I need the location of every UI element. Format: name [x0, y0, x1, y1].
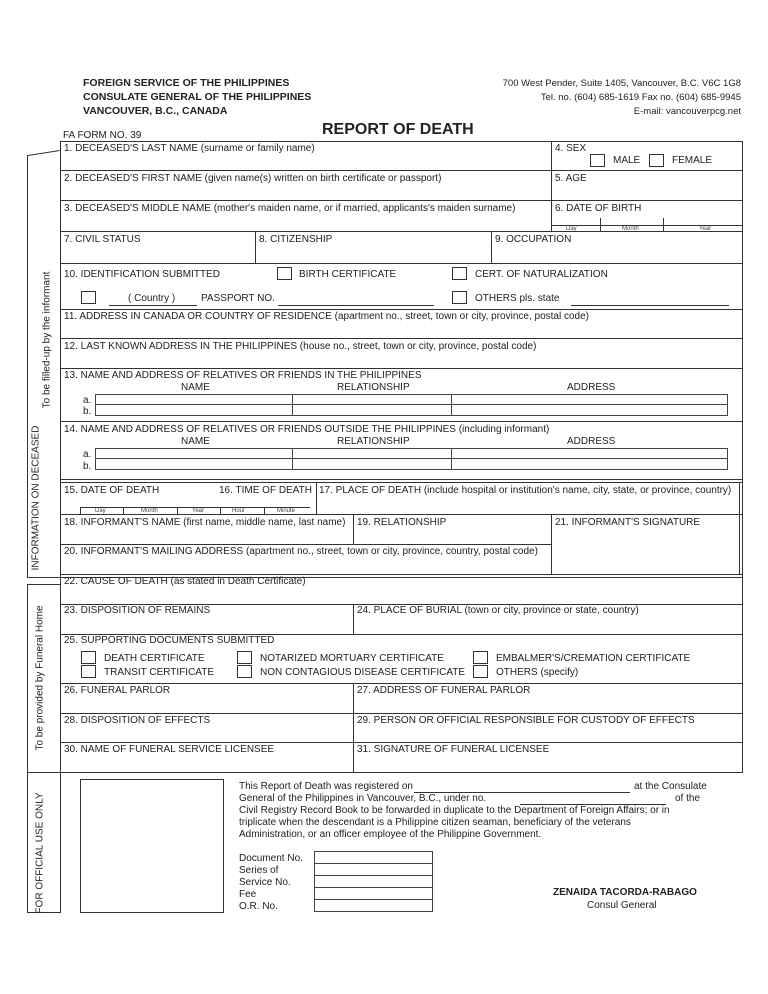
dod-hour-label: Hour: [232, 508, 246, 514]
field-16-label: 16. TIME OF DEATH: [219, 485, 312, 496]
field-28-label: 28. DISPOSITION OF EFFECTS: [64, 715, 211, 726]
embalmer-label: EMBALMER'S/CREMATION CERTIFICATE: [496, 653, 691, 664]
non-contagious-checkbox[interactable]: [237, 665, 252, 678]
others-specify-label: OTHERS (specify): [496, 667, 579, 678]
passport-label: PASSPORT NO.: [201, 293, 275, 304]
dod-day-label: Day: [95, 508, 106, 514]
naturalization-checkbox[interactable]: [452, 267, 467, 280]
dod-month-label: Month: [141, 508, 158, 514]
field-23-label: 23. DISPOSITION OF REMAINS: [64, 605, 211, 616]
field-1-label: 1. DECEASED'S LAST NAME (surname or family name): [64, 143, 315, 154]
embalmer-checkbox[interactable]: [473, 651, 488, 664]
others-checkbox[interactable]: [452, 291, 467, 304]
official-text-1a: This Report of Death was registered on: [239, 781, 413, 792]
f13-col-name: NAME: [181, 382, 210, 393]
f13-address-b[interactable]: [451, 404, 728, 416]
field-12-label: 12. LAST KNOWN ADDRESS IN THE PHILIPPINES (house no., street, town or city, province, postal code): [64, 341, 537, 352]
non-contagious-label: NON CONTAGIOUS DISEASE CERTIFICATE: [260, 667, 466, 678]
male-checkbox[interactable]: [590, 154, 605, 167]
field-9-label: 9. OCCUPATION: [495, 234, 572, 245]
phone-line: Tel. no. (604) 685-1619 Fax no. (604) 685-9945: [540, 92, 741, 103]
field-26-label: 26. FUNERAL PARLOR: [64, 685, 171, 696]
service-no-label: Service No.: [239, 877, 291, 888]
consul-name: ZENAIDA TACORDA-RABAGO: [553, 887, 697, 898]
field-20-label: 20. INFORMANT'S MAILING ADDRESS (apartment no., street, town or city, province, country, postal code): [64, 546, 538, 557]
f14-col-relationship: RELATIONSHIP: [337, 436, 410, 447]
death-certificate-label: DEATH CERTIFICATE: [104, 653, 205, 664]
f14-relationship-b[interactable]: [292, 458, 452, 470]
transit-certificate-checkbox[interactable]: [81, 665, 96, 678]
fee-label: Fee: [239, 889, 257, 900]
consul-title: Consul General: [587, 900, 657, 911]
others-specify-checkbox[interactable]: [473, 665, 488, 678]
field-22-label: 22. CAUSE OF DEATH (as stated in Death Certificate): [64, 576, 306, 587]
series-label: Series of: [239, 865, 279, 876]
naturalization-label: CERT. OF NATURALIZATION: [475, 269, 608, 280]
f14-row-a: a.: [83, 449, 92, 460]
or-no-label: O.R. No.: [239, 901, 278, 912]
field-15-label: 15. DATE OF DEATH: [64, 485, 160, 496]
f14-address-b[interactable]: [451, 458, 728, 470]
dob-month-label: Month: [622, 226, 639, 232]
field-2-label: 2. DECEASED'S FIRST NAME (given name(s) written on birth certificate or passport): [64, 173, 442, 184]
field-8-label: 8. CITIZENSHIP: [259, 234, 333, 245]
official-text-2b: of the: [675, 793, 701, 804]
official-text-4: triplicate when the descendant is a Philippine citizen seaman, beneficiary of the veterans: [239, 817, 631, 828]
official-text-2a: General of the Philippines in Vancouver, B.C., under no.: [239, 793, 487, 804]
notarized-label: NOTARIZED MORTUARY CERTIFICATE: [260, 653, 444, 664]
field-7-label: 7. CIVIL STATUS: [64, 234, 141, 245]
female-checkbox[interactable]: [649, 154, 664, 167]
female-label: FEMALE: [672, 155, 713, 166]
informant-side-label: To be filled-up by the informant: [41, 271, 53, 409]
birth-certificate-checkbox[interactable]: [277, 267, 292, 280]
field-30-label: 30. NAME OF FUNERAL SERVICE LICENSEE: [64, 744, 275, 755]
f13-name-b[interactable]: [95, 404, 293, 416]
f14-col-address: ADDRESS: [567, 436, 616, 447]
header-line-1: FOREIGN SERVICE OF THE PHILIPPINES: [83, 77, 290, 89]
official-text-1b: at the Consulate: [634, 781, 707, 792]
field-4-label: 4. SEX: [555, 143, 587, 154]
photo-box: [80, 779, 224, 913]
f14-col-name: NAME: [181, 436, 210, 447]
field-5-label: 5. AGE: [555, 173, 587, 184]
field-27-label: 27. ADDRESS OF FUNERAL PARLOR: [357, 685, 531, 696]
field-25-label: 25. SUPPORTING DOCUMENTS SUBMITTED: [64, 635, 275, 646]
or-no-input[interactable]: [314, 899, 433, 912]
field-24-label: 24. PLACE OF BURIAL (town or city, province or state, country): [357, 605, 639, 616]
field-11-label: 11. ADDRESS IN CANADA OR COUNTRY OF RESIDENCE (apartment no., street, town or city, province, postal code): [64, 311, 589, 322]
dod-minute-label: Minute: [277, 508, 296, 514]
field-29-label: 29. PERSON OR OFFICIAL RESPONSIBLE FOR CUSTODY OF EFFECTS: [357, 715, 695, 726]
dob-day-label: Day: [566, 226, 577, 232]
others-label: OTHERS pls. state: [475, 293, 560, 304]
f13-col-relationship: RELATIONSHIP: [337, 382, 410, 393]
field-10-label: 10. IDENTIFICATION SUBMITTED: [64, 269, 220, 280]
dod-year-label: Year: [192, 508, 205, 514]
official-side-label: FOR OFFICIAL USE ONLY: [34, 792, 46, 914]
field-6-label: 6. DATE OF BIRTH: [555, 203, 642, 214]
page-title: REPORT OF DEATH: [322, 121, 474, 138]
birth-certificate-label: BIRTH CERTIFICATE: [299, 269, 397, 280]
header-line-2: CONSULATE GENERAL OF THE PHILIPPINES: [83, 91, 312, 103]
field-19-label: 19. RELATIONSHIP: [357, 517, 447, 528]
email-line: E-mail: vancouverpcg.net: [633, 106, 741, 117]
f14-name-b[interactable]: [95, 458, 293, 470]
f13-row-a: a.: [83, 395, 92, 406]
country-label: ( Country ): [128, 293, 176, 304]
field-13-label: 13. NAME AND ADDRESS OF RELATIVES OR FRIENDS IN THE PHILIPPINES: [64, 370, 422, 381]
notarized-checkbox[interactable]: [237, 651, 252, 664]
field-18-label: 18. INFORMANT'S NAME (first name, middle name, last name): [64, 517, 346, 528]
field-31-label: 31. SIGNATURE OF FUNERAL LICENSEE: [357, 744, 550, 755]
official-text-5: Administration, or an officer employee of the Philippine Government.: [239, 829, 542, 840]
f13-row-b: b.: [83, 406, 92, 417]
passport-checkbox[interactable]: [81, 291, 96, 304]
f13-col-address: ADDRESS: [567, 382, 616, 393]
dob-year-label: Year: [699, 226, 712, 232]
field-14-label: 14. NAME AND ADDRESS OF RELATIVES OR FRIENDS OUTSIDE THE PHILIPPINES (including informant): [64, 424, 550, 435]
death-certificate-checkbox[interactable]: [81, 651, 96, 664]
funeral-side-label: To be provided by Funeral Home: [34, 605, 46, 751]
address-line: 700 West Pender, Suite 1405, Vancouver, B.C. V6C 1G8: [502, 78, 741, 89]
document-no-label: Document No.: [239, 853, 303, 864]
field-3-label: 3. DECEASED'S MIDDLE NAME (mother's maiden name, or if married, applicants's maiden surname): [64, 203, 516, 214]
field-21-label: 21. INFORMANT'S SIGNATURE: [555, 517, 701, 528]
deceased-side-label: INFORMATION ON DECEASED: [30, 425, 42, 571]
male-label: MALE: [613, 155, 641, 166]
field-17-label: 17. PLACE OF DEATH (include hospital or institution's name, city, state, or province, country): [319, 485, 732, 496]
header-line-3: VANCOUVER, B.C., CANADA: [83, 105, 228, 117]
official-text-3: Civil Registry Record Book to be forwarded in duplicate to the Department of Foreign Affairs; or in: [239, 805, 670, 816]
f13-relationship-b[interactable]: [292, 404, 452, 416]
f14-row-b: b.: [83, 461, 92, 472]
form-number: FA FORM NO. 39: [63, 130, 142, 141]
transit-certificate-label: TRANSIT CERTIFICATE: [104, 667, 215, 678]
